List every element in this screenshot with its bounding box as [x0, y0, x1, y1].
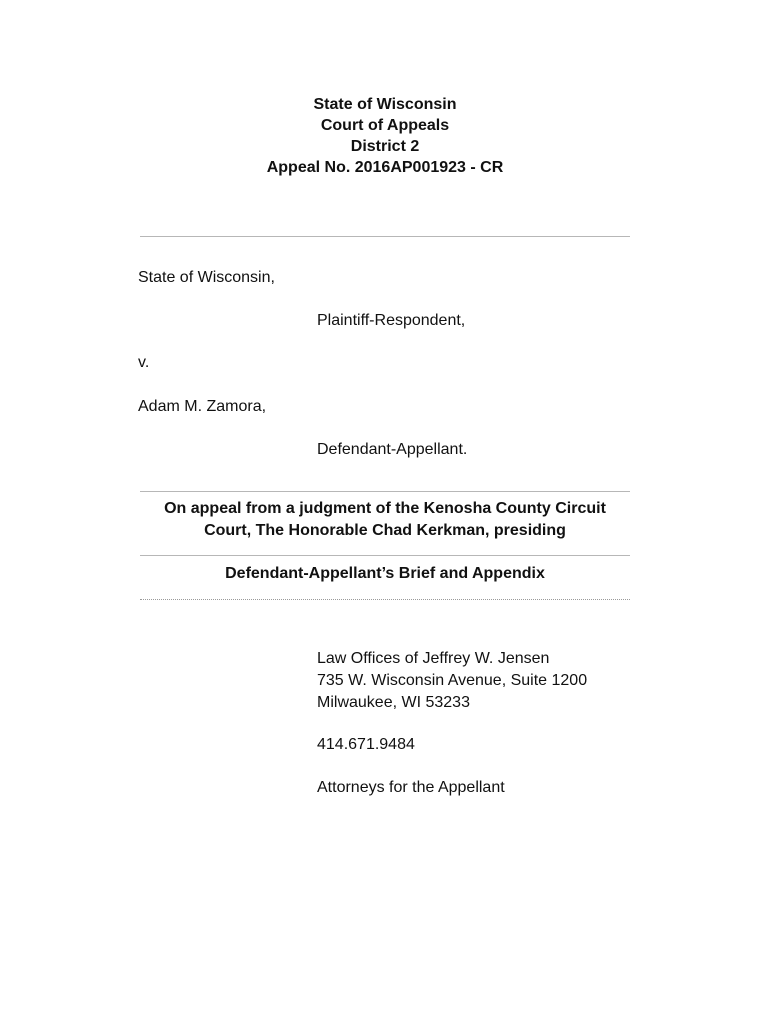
brief-title: Defendant-Appellant’s Brief and Appendix [225, 565, 545, 582]
defendant-name: Adam M. Zamora, [138, 398, 267, 415]
court-header-court: Court of Appeals [320, 117, 450, 134]
court-header [140, 94, 630, 178]
court-header-state: State of Wisconsin [313, 96, 457, 113]
counsel-role: Attorneys for the Appellant [317, 779, 505, 796]
counsel-phone: 414.671.9484 [317, 736, 415, 753]
counsel-street: 735 W. Wisconsin Avenue, Suite 1200 [317, 672, 588, 689]
appeal-from-statement [140, 498, 630, 542]
divider-above-appeal [140, 491, 630, 492]
court-header-district: District 2 [350, 138, 420, 155]
appeal-from-line-2: Court, The Honorable Chad Kerkman, presiding [204, 522, 566, 539]
plaintiff-role: Plaintiff-Respondent, [317, 312, 466, 329]
divider-top [140, 236, 630, 237]
defendant-role: Defendant-Appellant. [317, 441, 468, 458]
court-header-appeal-number: Appeal No. 2016AP001923 - CR [266, 159, 504, 176]
versus: v. [138, 354, 150, 371]
divider-dotted [140, 599, 630, 600]
plaintiff-name: State of Wisconsin, [138, 269, 275, 286]
appeal-from-line-1: On appeal from a judgment of the Kenosha County Circuit [164, 500, 606, 517]
counsel-firm: Law Offices of Jeffrey W. Jensen [317, 650, 550, 667]
counsel-city: Milwaukee, WI 53233 [317, 694, 470, 711]
divider-below-appeal [140, 555, 630, 556]
